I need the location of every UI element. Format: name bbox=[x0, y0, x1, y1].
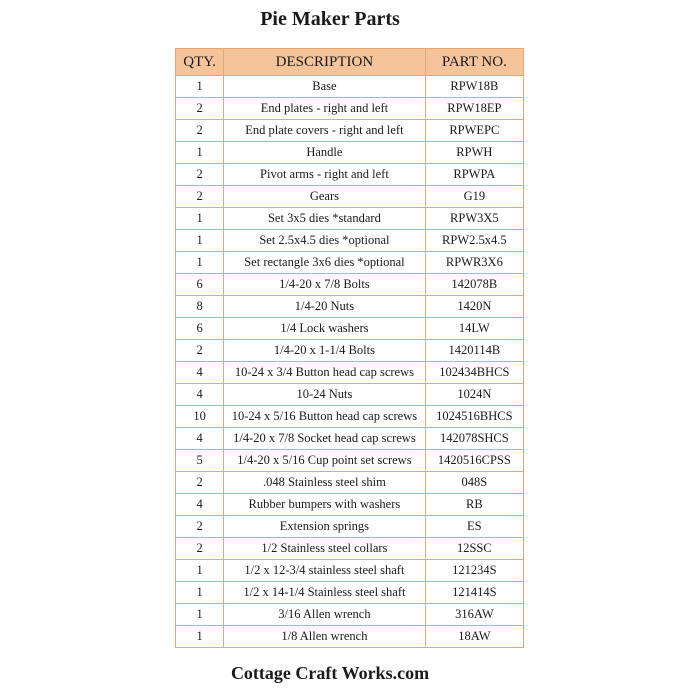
cell-part-no: RPW2.5x4.5 bbox=[425, 230, 523, 252]
cell-part-no: ES bbox=[425, 516, 523, 538]
cell-qty: 1 bbox=[176, 560, 224, 582]
cell-qty: 2 bbox=[176, 186, 224, 208]
cell-qty: 6 bbox=[176, 318, 224, 340]
cell-part-no: 1420N bbox=[425, 296, 523, 318]
table-row bbox=[176, 406, 524, 428]
footer-website: Cottage Craft Works.com bbox=[230, 663, 430, 683]
table-row bbox=[176, 340, 524, 362]
cell-part-no: RB bbox=[425, 494, 523, 516]
cell-description: Rubber bumpers with washers bbox=[224, 494, 426, 516]
cell-description: 1/8 Allen wrench bbox=[224, 626, 426, 648]
cell-part-no: RPWPA bbox=[425, 164, 523, 186]
table-row bbox=[176, 186, 524, 208]
table-header-row bbox=[176, 49, 524, 76]
cell-qty: 2 bbox=[176, 516, 224, 538]
cell-description: 10-24 Nuts bbox=[224, 384, 426, 406]
cell-part-no: 14LW bbox=[425, 318, 523, 340]
table-body bbox=[176, 76, 524, 648]
cell-description: Base bbox=[224, 76, 426, 98]
cell-qty: 8 bbox=[176, 296, 224, 318]
cell-description: 1/4-20 x 7/8 Bolts bbox=[224, 274, 426, 296]
cell-part-no: 102434BHCS bbox=[425, 362, 523, 384]
cell-part-no: 121414S bbox=[425, 582, 523, 604]
table-row bbox=[176, 604, 524, 626]
cell-description: 1/2 x 14-1/4 Stainless steel shaft bbox=[224, 582, 426, 604]
cell-description: End plates - right and left bbox=[224, 98, 426, 120]
cell-part-no: 048S bbox=[425, 472, 523, 494]
cell-description: Handle bbox=[224, 142, 426, 164]
table-row bbox=[176, 362, 524, 384]
cell-part-no: 12SSC bbox=[425, 538, 523, 560]
cell-description: Pivot arms - right and left bbox=[224, 164, 426, 186]
parts-table bbox=[175, 48, 524, 648]
table-row bbox=[176, 626, 524, 648]
table-row bbox=[176, 120, 524, 142]
table-row bbox=[176, 318, 524, 340]
cell-part-no: 142078SHCS bbox=[425, 428, 523, 450]
cell-part-no: 18AW bbox=[425, 626, 523, 648]
table-row bbox=[176, 428, 524, 450]
table-row bbox=[176, 208, 524, 230]
table-row bbox=[176, 450, 524, 472]
header-qty: QTY. bbox=[176, 49, 224, 76]
cell-qty: 4 bbox=[176, 428, 224, 450]
table-row bbox=[176, 472, 524, 494]
header-description: DESCRIPTION bbox=[224, 49, 426, 76]
cell-description: 1/2 Stainless steel collars bbox=[224, 538, 426, 560]
table-row bbox=[176, 384, 524, 406]
cell-part-no: 1024516BHCS bbox=[425, 406, 523, 428]
cell-part-no: RPW3X5 bbox=[425, 208, 523, 230]
cell-qty: 1 bbox=[176, 604, 224, 626]
cell-description: 3/16 Allen wrench bbox=[224, 604, 426, 626]
cell-description: Gears bbox=[224, 186, 426, 208]
cell-description: 1/4-20 Nuts bbox=[224, 296, 426, 318]
page-title: Pie Maker Parts bbox=[260, 8, 400, 30]
cell-description: Set 3x5 dies *standard bbox=[224, 208, 426, 230]
cell-part-no: 1420516CPSS bbox=[425, 450, 523, 472]
cell-qty: 1 bbox=[176, 230, 224, 252]
cell-description: Set rectangle 3x6 dies *optional bbox=[224, 252, 426, 274]
cell-qty: 4 bbox=[176, 494, 224, 516]
cell-qty: 2 bbox=[176, 120, 224, 142]
cell-part-no: 316AW bbox=[425, 604, 523, 626]
cell-part-no: 1420114B bbox=[425, 340, 523, 362]
cell-part-no: RPWR3X6 bbox=[425, 252, 523, 274]
cell-qty: 2 bbox=[176, 340, 224, 362]
cell-qty: 1 bbox=[176, 582, 224, 604]
cell-qty: 2 bbox=[176, 164, 224, 186]
cell-description: 1/4-20 x 7/8 Socket head cap screws bbox=[224, 428, 426, 450]
cell-part-no: 142078B bbox=[425, 274, 523, 296]
cell-part-no: RPWEPC bbox=[425, 120, 523, 142]
cell-qty: 1 bbox=[176, 208, 224, 230]
cell-description: 1/2 x 12-3/4 stainless steel shaft bbox=[224, 560, 426, 582]
table-row bbox=[176, 516, 524, 538]
table-row bbox=[176, 560, 524, 582]
table-row bbox=[176, 142, 524, 164]
cell-part-no: G19 bbox=[425, 186, 523, 208]
table-row bbox=[176, 164, 524, 186]
cell-qty: 1 bbox=[176, 626, 224, 648]
cell-description: Set 2.5x4.5 dies *optional bbox=[224, 230, 426, 252]
table-row bbox=[176, 98, 524, 120]
cell-part-no: RPW18B bbox=[425, 76, 523, 98]
table-row bbox=[176, 252, 524, 274]
cell-qty: 4 bbox=[176, 362, 224, 384]
cell-qty: 1 bbox=[176, 142, 224, 164]
cell-qty: 2 bbox=[176, 472, 224, 494]
table-row bbox=[176, 230, 524, 252]
table-row bbox=[176, 76, 524, 98]
cell-description: 1/4-20 x 1-1/4 Bolts bbox=[224, 340, 426, 362]
table-row bbox=[176, 296, 524, 318]
cell-description: Extension springs bbox=[224, 516, 426, 538]
header-part-no: PART NO. bbox=[425, 49, 523, 76]
cell-description: 10-24 x 3/4 Button head cap screws bbox=[224, 362, 426, 384]
cell-qty: 1 bbox=[176, 76, 224, 98]
cell-part-no: 1024N bbox=[425, 384, 523, 406]
cell-part-no: RPW18EP bbox=[425, 98, 523, 120]
cell-description: .048 Stainless steel shim bbox=[224, 472, 426, 494]
cell-description: 1/4 Lock washers bbox=[224, 318, 426, 340]
cell-description: 10-24 x 5/16 Button head cap screws bbox=[224, 406, 426, 428]
cell-part-no: 121234S bbox=[425, 560, 523, 582]
table-row bbox=[176, 582, 524, 604]
cell-qty: 6 bbox=[176, 274, 224, 296]
table-row bbox=[176, 274, 524, 296]
cell-qty: 10 bbox=[176, 406, 224, 428]
cell-description: 1/4-20 x 5/16 Cup point set screws bbox=[224, 450, 426, 472]
table-row bbox=[176, 494, 524, 516]
cell-part-no: RPWH bbox=[425, 142, 523, 164]
cell-qty: 1 bbox=[176, 252, 224, 274]
cell-qty: 2 bbox=[176, 98, 224, 120]
cell-qty: 5 bbox=[176, 450, 224, 472]
cell-description: End plate covers - right and left bbox=[224, 120, 426, 142]
table-row bbox=[176, 538, 524, 560]
cell-qty: 4 bbox=[176, 384, 224, 406]
cell-qty: 2 bbox=[176, 538, 224, 560]
